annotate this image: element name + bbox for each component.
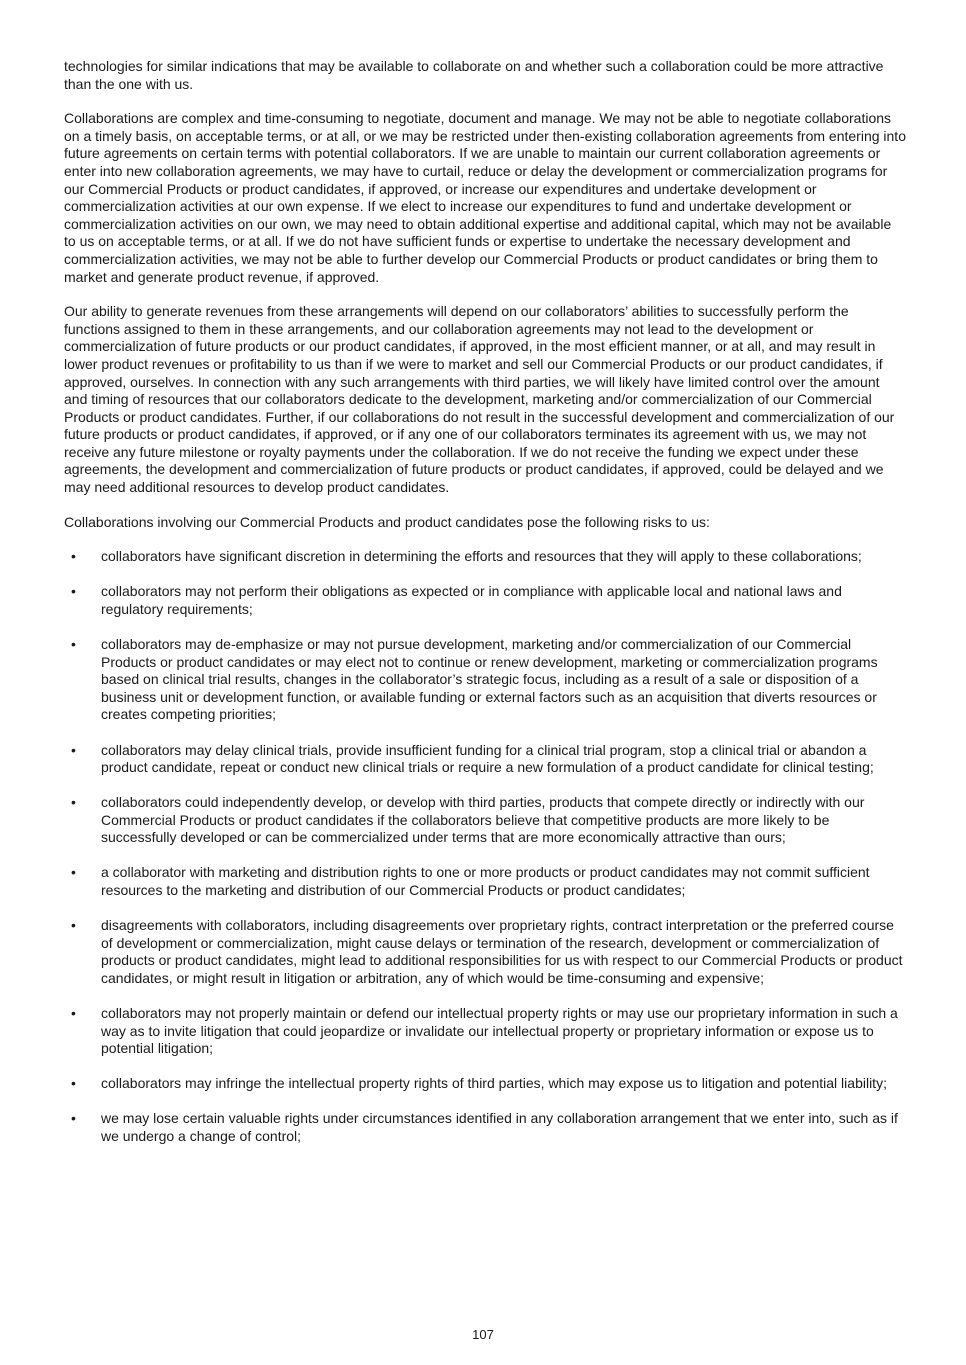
- risk-list-item: [64, 917, 906, 987]
- risk-text: collaborators have significant discretion in determining the efforts and resources that they will apply to these collaborations;: [101, 548, 862, 565]
- paragraph-collaboration-complexity: Collaborations are complex and time-consuming to negotiate, document and manage. We may not be able to negotiate collaborations on a timely basis, on acceptable terms, or at all, or we may be restricted under then-existing collaboration agreements from entering into future agreements on certain terms with potential collaborators. If we are unable to maintain our current collaboration agreements or enter into new collaboration agreements, we may have to curtail, reduce or delay the development or commercialization programs for our Commercial Products or product candidates, if approved, or increase our expenditures and undertake development or commercialization activities at our own expense. If we elect to increase our expenditures to fund and undertake development or commercialization activities on our own, we may need to obtain additional expertise and additional capital, which may not be available to us on acceptable terms, or at all. If we do not have sufficient funds or expertise to undertake the necessary development and commercialization activities, we may not be able to further develop our Commercial Products or product candidates or bring them to market and generate product revenue, if approved.: [64, 110, 906, 285]
- risk-list: [64, 548, 906, 1145]
- paragraph-continuation: technologies for similar indications that may be available to collaborate on and whether such a collaboration could be more attractive than the one with us.: [64, 58, 884, 92]
- risk-list-item: [64, 742, 906, 777]
- bullet-icon: •: [71, 636, 76, 653]
- bullet-icon: •: [71, 917, 76, 934]
- risk-text: disagreements with collaborators, including disagreements over proprietary rights, contract interpretation or the preferred course of development or commercialization, might cause delays or termination of the research, development or commercialization of products or product candidates, might lead to additional responsibilities for us with respect to our Commercial Products or product candidates, or might result in litigation or arbitration, any of which would be time-consuming and expensive;: [101, 917, 903, 986]
- risk-text: we may lose certain valuable rights under circumstances identified in any collaboration arrangement that we enter into, such as if we undergo a change of control;: [101, 1110, 898, 1144]
- risk-list-item: [64, 1110, 906, 1145]
- risk-list-item: [64, 1005, 906, 1058]
- risk-text: collaborators may not perform their obligations as expected or in compliance with applicable local and national laws and regulatory requirements;: [101, 583, 842, 617]
- page-number: 107: [472, 1327, 494, 1342]
- risk-text: collaborators may de-emphasize or may not pursue development, marketing and/or commercialization of our Commercial Products or product candidates or may elect not to continue or renew development, marketing or commercialization programs based on clinical trial results, changes in the collaborator’s strategic focus, including as a result of a sale or disposition of a business unit or development function, or available funding or external factors such as an acquisition that diverts resources or creates competing priorities;: [101, 636, 878, 723]
- bullet-icon: •: [71, 1110, 76, 1127]
- risk-text: collaborators may infringe the intellectual property rights of third parties, which may expose us to litigation and potential liability;: [101, 1075, 887, 1092]
- bullet-icon: •: [71, 741, 76, 758]
- paragraph-revenue-dependence: Our ability to generate revenues from these arrangements will depend on our collaborators’ abilities to successfully perform the functions assigned to them in these arrangements, and our collaboration agreements may not lead to the development or commercialization of future products or our product candidates, if approved, in the most efficient manner, or at all, and may result in lower product revenues or profitability to us than if we were to market and sell our Commercial Products or our product candidates, if approved, ourselves. In connection with any such arrangements with third parties, we will likely have limited control over the amount and timing of resources that our collaborators dedicate to the development, marketing and/or commercialization of our Commercial Products or product candidates. Further, if our collaborations do not result in the successful development and commercialization of our future products or product candidates, if approved, or if any one of our collaborators terminates its agreement with us, we may not receive any future milestone or royalty payments under the collaboration. If we do not receive the funding we expect under these agreements, the development and commercialization of future products or product candidates, if approved, could be delayed and we may need additional resources to develop product candidates.: [64, 303, 895, 496]
- risk-list-item: [64, 548, 906, 566]
- document-body: [64, 58, 906, 1163]
- bullet-icon: •: [71, 583, 76, 600]
- paragraph-risks-intro: Collaborations involving our Commercial Products and product candidates pose the following risks to us:: [64, 513, 710, 530]
- bullet-icon: •: [71, 548, 76, 565]
- risk-text: collaborators may not properly maintain or defend our intellectual property rights or may use our proprietary information in such a way as to invite litigation that could jeopardize or invalidate our intellectual property or proprietary information or expose us to potential litigation;: [101, 1005, 898, 1057]
- risk-text: a collaborator with marketing and distribution rights to one or more products or product candidates may not commit sufficient resources to the marketing and distribution of our Commercial Products or product candidates;: [101, 864, 870, 899]
- bullet-icon: •: [71, 864, 76, 881]
- risk-text: collaborators may delay clinical trials, provide insufficient funding for a clinical trial program, stop a clinical trial or abandon a product candidate, repeat or conduct new clinical trials or require a new formulation of a product candidate for clinical testing;: [101, 741, 874, 776]
- bullet-icon: •: [71, 794, 76, 811]
- risk-text: collaborators could independently develop, or develop with third parties, products that compete directly or indirectly with our Commercial Products or product candidates if the collaborators believe that competitive products are more likely to be successfully developed or can be commercialized under terms that are more economically attractive than ours;: [101, 794, 865, 846]
- risk-list-item: [64, 583, 906, 618]
- risk-list-item: [64, 794, 906, 847]
- risk-list-item: [64, 636, 906, 724]
- bullet-icon: •: [71, 1075, 76, 1092]
- risk-list-item: [64, 864, 906, 899]
- risk-list-item: [64, 1075, 906, 1093]
- bullet-icon: •: [71, 1005, 76, 1022]
